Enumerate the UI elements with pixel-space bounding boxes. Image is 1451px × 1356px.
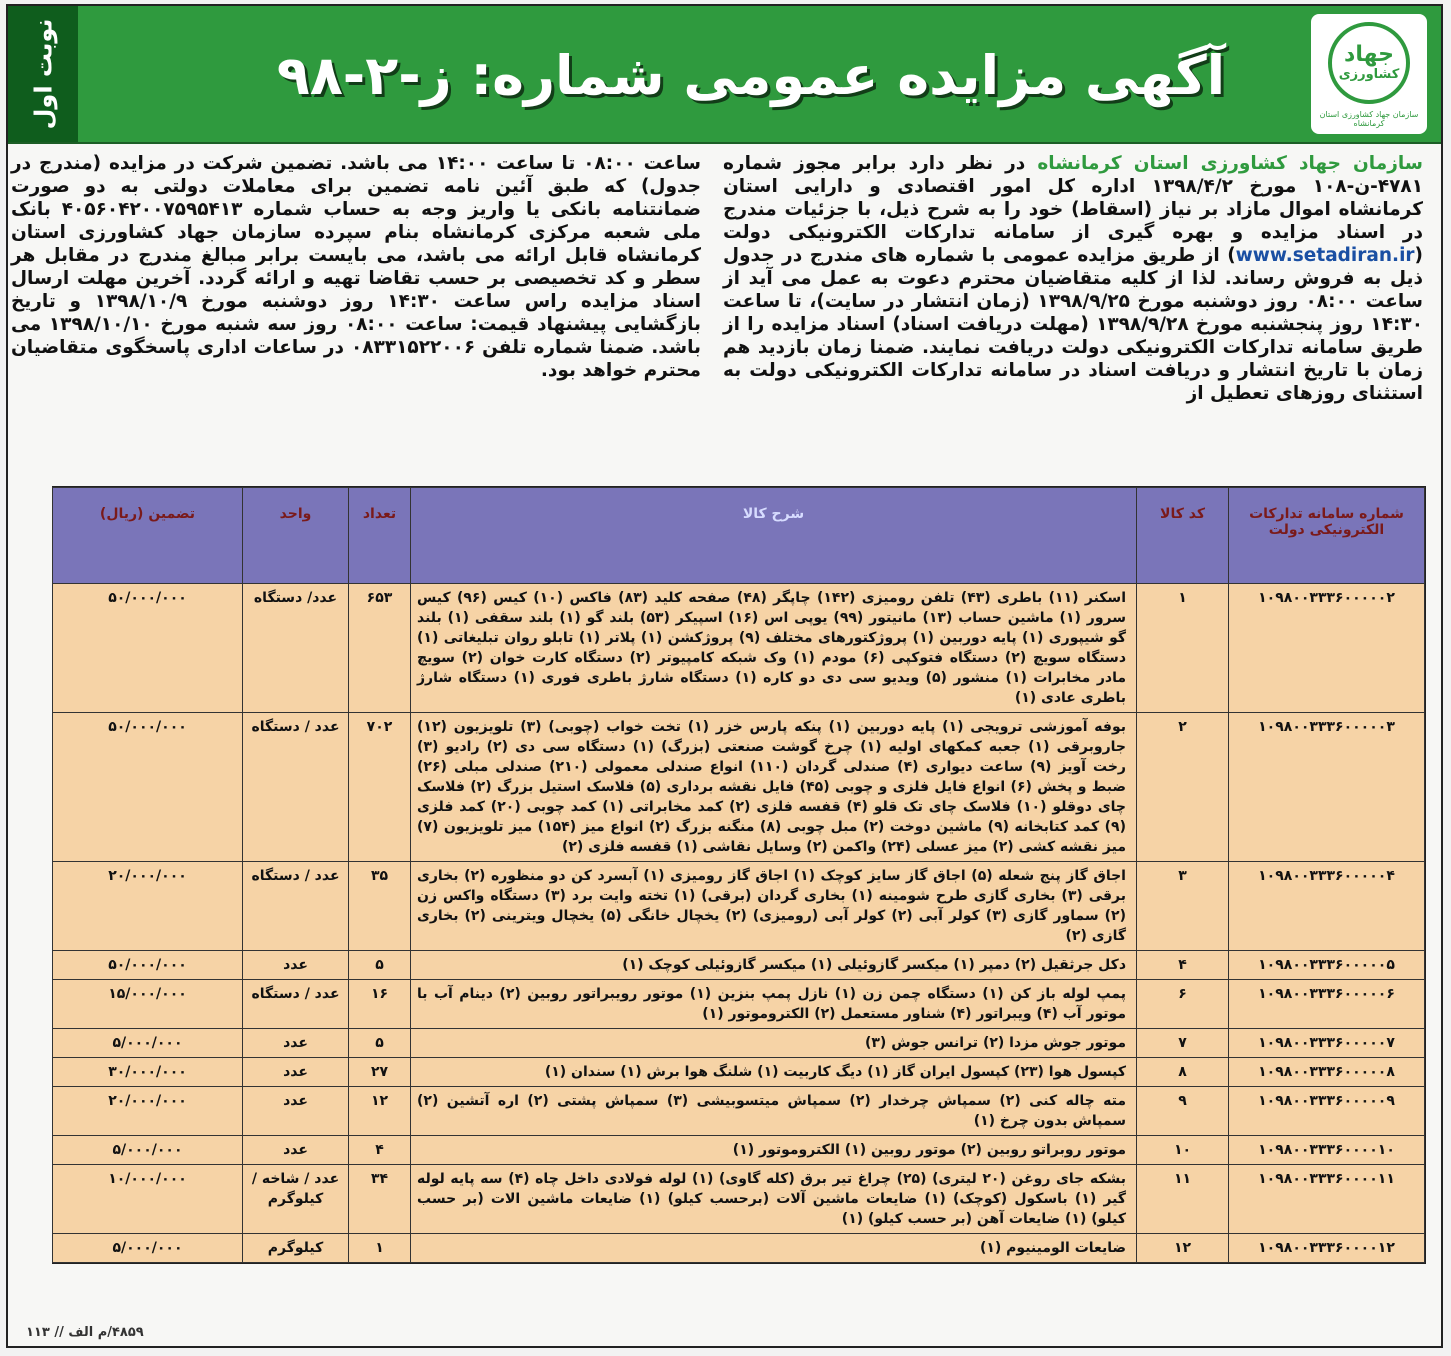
setad-number-cell: ۱۰۹۸۰۰۳۳۳۶۰۰۰۰۰۷ (1229, 1029, 1425, 1058)
item-description-cell: دکل جرثقیل (۲) دمپر (۱) میکسر گازوئیلی (۱) میکسر گازوئیلی کوچک (۱) (411, 951, 1137, 980)
setad-number-cell: ۱۰۹۸۰۰۳۳۳۶۰۰۰۰۰۲ (1229, 584, 1425, 713)
intro-left-column (11, 152, 701, 382)
unit-cell: عدد / شاخه / کیلوگرم (243, 1165, 349, 1234)
footer-code: ۴۸۵۹/م الف // ۱۱۳ (26, 1325, 144, 1340)
table-row (53, 862, 1425, 951)
unit-cell: عدد (243, 1029, 349, 1058)
table-row (53, 1058, 1425, 1087)
quantity-cell: ۷۰۲ (349, 713, 411, 862)
unit-cell: عدد (243, 1087, 349, 1136)
item-code-cell: ۱ (1137, 584, 1229, 713)
guarantee-cell: ۵/۰۰۰/۰۰۰ (53, 1234, 243, 1263)
item-code-cell: ۶ (1137, 980, 1229, 1029)
quantity-cell: ۳۴ (349, 1165, 411, 1234)
guarantee-cell: ۲۰/۰۰۰/۰۰۰ (53, 1087, 243, 1136)
item-description-cell: مته چاله کنی (۲) سمپاش چرخدار (۲) سمپاش میتسوبیشی (۳) سمپاش پشتی (۲) اره آتشین (۲) سمپاش بدون چرخ (۱) (411, 1087, 1137, 1136)
guarantee-cell: ۲۰/۰۰۰/۰۰۰ (53, 862, 243, 951)
item-description-cell: بشکه جای روغن (۲۰ لیتری) (۲۵) چراغ تیر برق (کله گاوی) (۱) لوله فولادی داخل چاه (۴) سه پایه لوله گیر (۱) باسکول (کوچک) (۱) ضایعات ماشین آلات (برحسب کیلو) (۱) ضایعات ماشین الات (بر حسب کیلو) (۱) ضایعات آهن (بر حسب کیلو) (۱) (411, 1165, 1137, 1234)
col-header-setad: شماره سامانه تدارکات الکترونیکی دولت (1229, 488, 1425, 584)
guarantee-cell: ۱۵/۰۰۰/۰۰۰ (53, 980, 243, 1029)
item-code-cell: ۱۱ (1137, 1165, 1229, 1234)
table-row (53, 1165, 1425, 1234)
intro-part1: در نظر دارد برابر مجوز شماره ۴۷۸۱-ن-۱۰۸ مورخ ۱۳۹۸/۴/۲ اداره کل امور اقتصادی و دارایی استان کرمانشاه اموال مازاد بر نیاز (اسقاط) خود را به شرح ذیل، با جزئیات مندرج در اسناد مزایده و بهره گیری از سامانه تدارکات الکترونیکی دولت ( (723, 153, 1423, 266)
col-header-qty: تعداد (349, 488, 411, 584)
item-code-cell: ۱۲ (1137, 1234, 1229, 1263)
quantity-cell: ۱ (349, 1234, 411, 1263)
item-description-cell: موتور جوش مزدا (۲) ترانس جوش (۳) (411, 1029, 1137, 1058)
items-table (52, 487, 1425, 1263)
table-row (53, 980, 1425, 1029)
quantity-cell: ۲۷ (349, 1058, 411, 1087)
guarantee-cell: ۵/۰۰۰/۰۰۰ (53, 1029, 243, 1058)
item-code-cell: ۹ (1137, 1087, 1229, 1136)
notice-frame (6, 4, 1443, 1348)
setad-number-cell: ۱۰۹۸۰۰۳۳۳۶۰۰۰۰۰۴ (1229, 862, 1425, 951)
setad-number-cell: ۱۰۹۸۰۰۳۳۳۶۰۰۰۰۰۸ (1229, 1058, 1425, 1087)
guarantee-cell: ۵۰/۰۰۰/۰۰۰ (53, 584, 243, 713)
table-row (53, 584, 1425, 713)
table-row (53, 1234, 1425, 1263)
table-header-row (53, 488, 1425, 584)
items-table-wrapper (52, 486, 1426, 1264)
col-header-unit: واحد (243, 488, 349, 584)
turn-badge (8, 6, 78, 142)
quantity-cell: ۶۵۳ (349, 584, 411, 713)
item-code-cell: ۱۰ (1137, 1136, 1229, 1165)
org-name: سازمان جهاد کشاورزی استان کرمانشاه (1037, 153, 1423, 174)
col-header-desc: شرح کالا (411, 488, 1137, 584)
guarantee-cell: ۵/۰۰۰/۰۰۰ (53, 1136, 243, 1165)
logo-caption: سازمان جهاد کشاورزی استان کرمانشاه (1319, 110, 1419, 128)
intro-part2: ) از طریق مزایده عمومی با شماره های مندرج در جدول ذیل به فروش رساند. لذا از کلیه متقاضیان محترم دعوت به عمل می آید از ساعت ۰۸:۰۰ روز دوشنبه مورخ ۱۳۹۸/۹/۲۵ (زمان انتشار در سایت)، تا ساعت ۱۴:۳۰ روز پنجشنبه مورخ ۱۳۹۸/۹/۲۸ (مهلت دریافت اسناد) اسناد مزایده را از طریق سامانه تدارکات الکترونیکی دولت دریافت نمایند. ضمنا زمان بازدید هم زمان با تاریخ انتشار و دریافت اسناد در سامانه تدارکات الکترونیکی دولت به استثنای روزهای تعطیل از (723, 245, 1424, 404)
table-row (53, 951, 1425, 980)
setad-number-cell: ۱۰۹۸۰۰۳۳۳۶۰۰۰۰۰۹ (1229, 1087, 1425, 1136)
turn-label: نوبت اول (29, 18, 57, 130)
guarantee-cell: ۵۰/۰۰۰/۰۰۰ (53, 713, 243, 862)
unit-cell: عدد / دستگاه (243, 980, 349, 1029)
unit-cell: عدد / دستگاه (243, 713, 349, 862)
unit-cell: عدد / دستگاه (243, 862, 349, 951)
quantity-cell: ۱۶ (349, 980, 411, 1029)
col-header-guarantee: تضمین (ریال) (53, 488, 243, 584)
setad-number-cell: ۱۰۹۸۰۰۳۳۳۶۰۰۰۰۱۲ (1229, 1234, 1425, 1263)
quantity-cell: ۵ (349, 951, 411, 980)
item-description-cell: بوفه آموزشی ترویجی (۱) پایه دوربین (۱) پنکه پارس خزر (۱) تخت خواب (چوبی) (۳) تلویزیون (۱۲) جاروبرقی (۱) جعبه کمکهای اولیه (۱) چرخ گوشت صنعتی (بزرگ) (۱) دستگاه سی دی (۲) رادیو (۳) رخت آویز (۹) ساعت دیواری (۴) صندلی گردان (۱۱۰) انواع صندلی معمولی (۲۱۰) صندلی مبلی (۲۶) ضبط و پخش (۶) انواع فایل فلزی و چوبی (۴۵) فایل نقشه برداری (۵) فلاسک استیل بزرگ (۲) فلاسک چای دوقلو (۱۰) فلاسک چای تک قلو (۴) قفسه فلزی (۲) کمد مخابراتی (۱) کمد چوبی (۲۰) کمد فلزی (۹) کمد کتابخانه (۹) ماشین دوخت (۲) مبل چوبی (۸) منگنه بزرگ (۲) انواع میز (۱۵۴) میز تلویزیون (۷) میز نقشه کشی (۲) میز عسلی (۲۴) واکمن (۲) وسایل نقاشی (۱) قفسه فلزی (۲) (411, 713, 1137, 862)
item-code-cell: ۲ (1137, 713, 1229, 862)
table-row (53, 1087, 1425, 1136)
item-code-cell: ۸ (1137, 1058, 1229, 1087)
logo-seal-icon (1328, 22, 1410, 104)
unit-cell: عدد/ دستگاه (243, 584, 349, 713)
unit-cell: عدد (243, 1058, 349, 1087)
item-code-cell: ۳ (1137, 862, 1229, 951)
table-row (53, 713, 1425, 862)
item-code-cell: ۴ (1137, 951, 1229, 980)
item-description-cell: اجاق گاز پنج شعله (۵) اجاق گاز سایز کوچک (۱) اجاق گاز رومیزی (۱) آبسرد کن دو منظوره (۲) بخاری برقی (۳) بخاری گازی طرح شومینه (۱) بخاری گردان (برقی) (۱) تخته وایت برد (۳) دستگاه واکس زن (۲) سماور گازی (۳) کولر آبی (۲) کولر آبی (رومیزی) (۲) یخچال خانگی (۵) یخچال ویترینی (۲) بخاری گازی (۲) (411, 862, 1137, 951)
setad-number-cell: ۱۰۹۸۰۰۳۳۳۶۰۰۰۰۱۱ (1229, 1165, 1425, 1234)
unit-cell: عدد (243, 951, 349, 980)
intro-right-column (723, 152, 1423, 405)
quantity-cell: ۵ (349, 1029, 411, 1058)
col-header-code: کد کالا (1137, 488, 1229, 584)
quantity-cell: ۱۲ (349, 1087, 411, 1136)
quantity-cell: ۴ (349, 1136, 411, 1165)
guarantee-cell: ۵۰/۰۰۰/۰۰۰ (53, 951, 243, 980)
setad-number-cell: ۱۰۹۸۰۰۳۳۳۶۰۰۰۰۰۳ (1229, 713, 1425, 862)
guarantee-cell: ۳۰/۰۰۰/۰۰۰ (53, 1058, 243, 1087)
quantity-cell: ۳۵ (349, 862, 411, 951)
item-code-cell: ۷ (1137, 1029, 1229, 1058)
item-description-cell: اسکنر (۱۱) باطری (۴۳) تلفن رومیزی (۱۴۲) چاپگر (۴۸) صفحه کلید (۸۳) فاکس (۱۰) کیس (۹۶) کیس سرور (۱) ماشین حساب (۱۳) مانیتور (۹۹) یوپی اس (۱۶) اسپیکر (۵۳) بلند گو (۱) بلند سقفی (۱) بلند گو شیپوری (۱) پایه دوربین (۱) پروژکتورهای مختلف (۹) پروژکشن (۱) پلاتر (۱) تابلو روان تبلیغاتی (۱) دستگاه سویچ (۲) دستگاه فتوکپی (۶) مودم (۱) وک شبکه کامپیوتر (۲) دستگاه کارت خوان (۲) سویچ مادر مخابرات (۱) منشور (۵) ویدیو سی دی دو کاره (۱) دستگاه شارژ باطری فوری (۱) دستگاه شارژ باطری عادی (۱) (411, 584, 1137, 713)
notice-title: آگهی مزایده عمومی شماره: ز-۲-۹۸ (276, 44, 1226, 107)
item-description-cell: موتور روبراتو روبین (۲) موتور روبین (۱) الکتروموتور (۱) (411, 1136, 1137, 1165)
setad-number-cell: ۱۰۹۸۰۰۳۳۳۶۰۰۰۰۰۵ (1229, 951, 1425, 980)
logo-line1: جهاد (1344, 42, 1394, 67)
setad-number-cell: ۱۰۹۸۰۰۳۳۳۶۰۰۰۰۰۶ (1229, 980, 1425, 1029)
notice-header (8, 6, 1441, 144)
unit-cell: کیلوگرم (243, 1234, 349, 1263)
guarantee-cell: ۱۰/۰۰۰/۰۰۰ (53, 1165, 243, 1234)
item-description-cell: ضایعات الومینیوم (۱) (411, 1234, 1137, 1263)
table-row (53, 1029, 1425, 1058)
table-row (53, 1136, 1425, 1165)
org-logo (1311, 14, 1427, 134)
item-description-cell: پمپ لوله باز کن (۱) دستگاه چمن زن (۱) نازل پمپ بنزین (۱) موتور رویبراتور روبین (۲) دینام آب با موتور آب (۴) ویبراتور (۴) شناور مستعمل (۲) الکتروموتور (۱) (411, 980, 1137, 1029)
intro-left-text: ساعت ۰۸:۰۰ تا ساعت ۱۴:۰۰ می باشد. تضمین شرکت در مزایده (مندرج در جدول) که طبق آئین نامه تضمین برای معاملات دولتی به دو صورت ضمانتنامه بانکی یا واریز وجه به حساب شماره ۴۰۵۶۰۴۲۰۰۷۵۹۵۴۱۳ بانک ملی شعبه مرکزی کرمانشاه بنام سپرده سازمان جهاد کشاورزی استان کرمانشاه قابل ارائه می باشد، می بایست برابر مبالغ مندرج در مقابل هر سطر و کد تخصیصی بر حسب تقاضا تهیه و ارائه گردد. آخرین مهلت ارسال اسناد مزایده راس ساعت ۱۴:۳۰ روز دوشنبه مورخ ۱۳۹۸/۱۰/۹ و تاریخ بازگشایی پیشنهاد قیمت: ساعت ۰۸:۰۰ روز سه شنبه مورخ ۱۳۹۸/۱۰/۱۰ می باشد. ضمنا شماره تلفن ۰۸۳۳۱۵۲۲۰۰۶ در ساعات اداری پاسخگوی متقاضیان محترم خواهد بود. (11, 153, 701, 381)
setad-number-cell: ۱۰۹۸۰۰۳۳۳۶۰۰۰۰۱۰ (1229, 1136, 1425, 1165)
item-description-cell: کپسول هوا (۲۳) کپسول ایران گاز (۱) دیگ کاربیت (۱) شلنگ هوا برش (۱) سندان (۱) (411, 1058, 1137, 1087)
setad-url[interactable]: www.setadiran.ir (1235, 245, 1415, 266)
unit-cell: عدد (243, 1136, 349, 1165)
logo-line2: کشاورزی (1338, 67, 1400, 82)
